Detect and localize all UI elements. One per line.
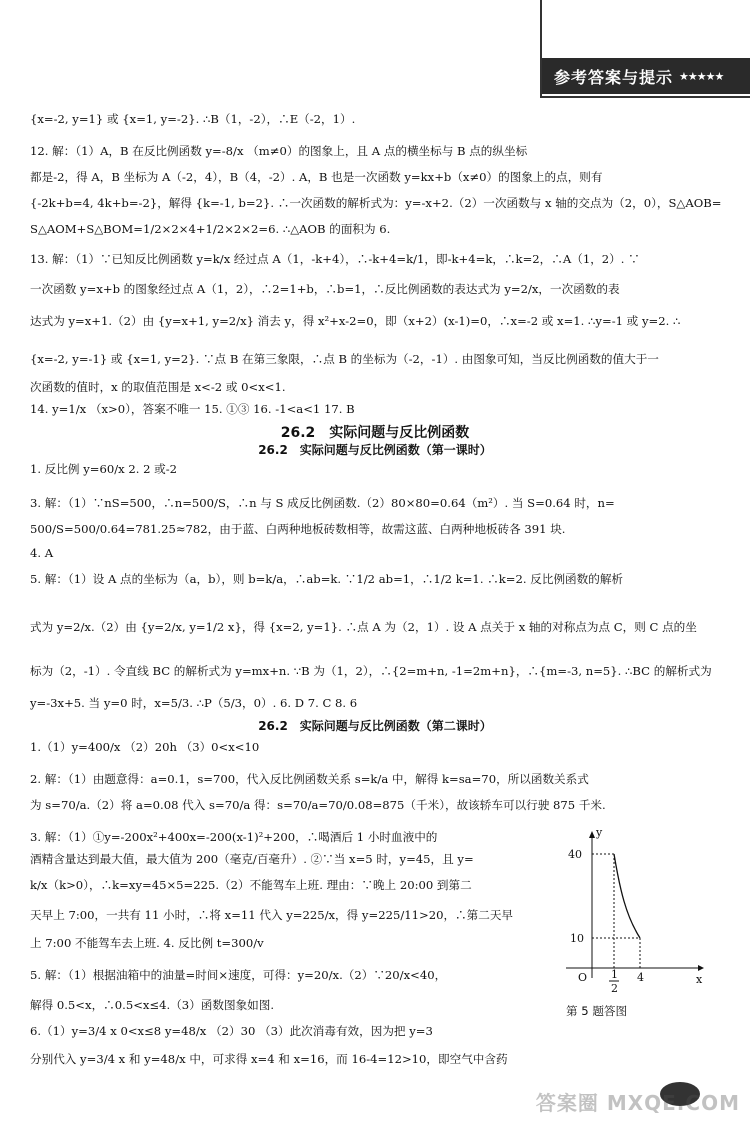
answer-line: 解得 0.5<x，∴0.5<x≤4.（3）函数图象如图.	[30, 998, 275, 1012]
header-horizontal-rule	[540, 96, 750, 98]
answer-line: 式为 y=2/x.（2）由 {y=2/x, y=1/2 x}，得 {x=2, y=1}. ∴点 A 为（2，1）. 设 A 点关于 x 轴的对称点为点 C，则 C 点的坐	[30, 620, 697, 634]
answer-line: 14. y=1/x （x>0），答案不唯一 15. ①③ 16. -1<a<1 17. B	[30, 402, 355, 416]
header-banner	[542, 58, 750, 94]
header-title: 参考答案与提示	[554, 67, 674, 87]
x-tick-half-numerator: 1	[611, 968, 618, 981]
answer-line: 5. 解：（1）根据油箱中的油量=时间×速度，可得：y=20/x.（2）∵20/x<40，	[30, 968, 447, 982]
x-tick-4: 4	[637, 971, 644, 984]
function-graph	[556, 826, 706, 995]
answer-line: {-2k+b=4, 4k+b=-2}，解得 {k=-1, b=2}. ∴一次函数的解析式为：y=-x+2.（2）一次函数与 x 轴的交点为（2，0），S△AOB=	[30, 196, 722, 210]
answer-line: 5. 解：（1）设 A 点的坐标为（a，b），则 b=k/a，∴ab=k. ∵1/2 ab=1，∴1/2 k=1. ∴k=2. 反比例函数的解析	[30, 572, 624, 586]
answer-line: 一次函数 y=x+b 的图象经过点 A（1，2），∴2=1+b，∴b=1，∴反比例函数的表达式为 y=2/x，一次函数的表	[30, 282, 620, 296]
y-axis-label: y	[596, 826, 603, 839]
x-axis-label: x	[696, 973, 703, 986]
x-axis-arrow	[698, 965, 704, 971]
section-subtitle: 26.2 实际问题与反比例函数（第二课时）	[258, 719, 492, 733]
answer-line: y=-3x+5. 当 y=0 时，x=5/3. ∴P（5/3，0）. 6. D 7. C 8. 6	[30, 696, 358, 710]
watermark: 答案圈 MXQE.COM	[535, 1091, 740, 1115]
y-axis-arrow	[589, 831, 595, 838]
answer-line: 达式为 y=x+1.（2）由 {y=x+1, y=2/x} 消去 y，得 x²+x-2=0，即（x+2）(x-1)=0，∴x=-2 或 x=1. ∴y=-1 或 y=2. ∴	[30, 314, 681, 328]
answer-line: 为 s=70/a.（2）将 a=0.08 代入 s=70/a 得：s=70/a=70/0.08=875（千米），故该轿车可以行驶 875 千米.	[30, 798, 606, 812]
section-title: 26.2 实际问题与反比例函数	[280, 425, 470, 441]
answer-line: 500/S=500/0.64=781.25≈782，由于蓝、白两种地板砖数相等，故需这蓝、白两种地板砖各 391 块.	[30, 522, 566, 536]
answer-line: 1.（1）y=400/x （2）20h （3）0<x<10	[30, 740, 260, 754]
graph-svg	[556, 826, 706, 995]
answer-line: 13. 解：（1）∵已知反比例函数 y=k/x 经过点 A（1，-k+4），∴-k+4=k/1，即-k+4=k，∴k=2，∴A（1，2）. ∵	[30, 252, 640, 266]
answer-line: {x=-2, y=1} 或 {x=1, y=-2}. ∴B（1，-2），∴E（-2，1）.	[30, 112, 356, 126]
x-tick-half-denominator: 2	[611, 982, 618, 995]
origin-label: O	[578, 971, 588, 984]
answer-line: 都是-2，得 A，B 坐标为 A（-2，4），B（4，-2）. A，B 也是一次函数 y=kx+b（x≠0）的图象上的点，则有	[30, 170, 603, 184]
answer-line: 分别代入 y=3/4 x 和 y=48/x 中，可求得 x=4 和 x=16，而 16-4=12>10，即空气中含药	[30, 1052, 508, 1066]
curve	[614, 854, 640, 938]
answer-line: 3. 解：（1）∵nS=500，∴n=500/S，∴n 与 S 成反比例函数.（2）80×80=0.64（m²）. 当 S=0.64 时，n=	[30, 496, 615, 510]
answer-line: 上 7:00 不能驾车去上班. 4. 反比例 t=300/v	[30, 936, 264, 950]
header-stars: ★★★★★	[679, 69, 724, 83]
answer-line: 3. 解：（1）①y=-200x²+400x=-200(x-1)²+200，∴喝酒后 1 小时血液中的	[30, 830, 438, 844]
y-tick-40: 40	[568, 848, 582, 861]
graph-caption: 第 5 题答图	[566, 1004, 628, 1018]
answer-line: 酒精含量达到最大值，最大值为 200（毫克/百毫升）. ②∵当 x=5 时，y=45，且 y=	[30, 852, 474, 866]
answer-line: 6.（1）y=3/4 x 0<x≤8 y=48/x （2）30 （3）此次消毒有效，因为把 y=3	[30, 1024, 433, 1038]
answer-line: 次函数的值时，x 的取值范围是 x<-2 或 0<x<1.	[30, 380, 286, 394]
answer-line: 2. 解：（1）由题意得：a=0.1，s=700，代入反比例函数关系 s=k/a 中，解得 k=sa=70，所以函数关系式	[30, 772, 589, 786]
answer-line: 标为（2，-1）. 令直线 BC 的解析式为 y=mx+n. ∵B 为（1，2），∴{2=m+n, -1=2m+n}，∴{m=-3, n=5}. ∴BC 的解析式为	[30, 664, 712, 678]
section-subtitle: 26.2 实际问题与反比例函数（第一课时）	[258, 443, 492, 457]
answer-line: 天早上 7:00，一共有 11 小时，∴将 x=11 代入 y=225/x，得 y=225/11>20，∴第二天早	[30, 908, 514, 922]
answer-line: 4. A	[30, 546, 54, 560]
answer-line: 12. 解：（1）A，B 在反比例函数 y=-8/x （m≠0）的图象上，且 A 点的横坐标与 B 点的纵坐标	[30, 144, 528, 158]
y-tick-10: 10	[570, 932, 584, 945]
answer-line: 1. 反比例 y=60/x 2. 2 或-2	[30, 462, 178, 476]
answer-line: k/x（k>0），∴k=xy=45×5=225.（2）不能驾车上班. 理由：∵晚上 20:00 到第二	[30, 878, 472, 892]
answer-line: S△AOM+S△BOM=1/2×2×4+1/2×2×2=6. ∴△AOB 的面积为 6.	[30, 222, 391, 236]
answer-line: {x=-2, y=-1} 或 {x=1, y=2}. ∵点 B 在第三象限，∴点 B 的坐标为（-2，-1）. 由图象可知，当反比例函数的值大于一	[30, 352, 659, 366]
